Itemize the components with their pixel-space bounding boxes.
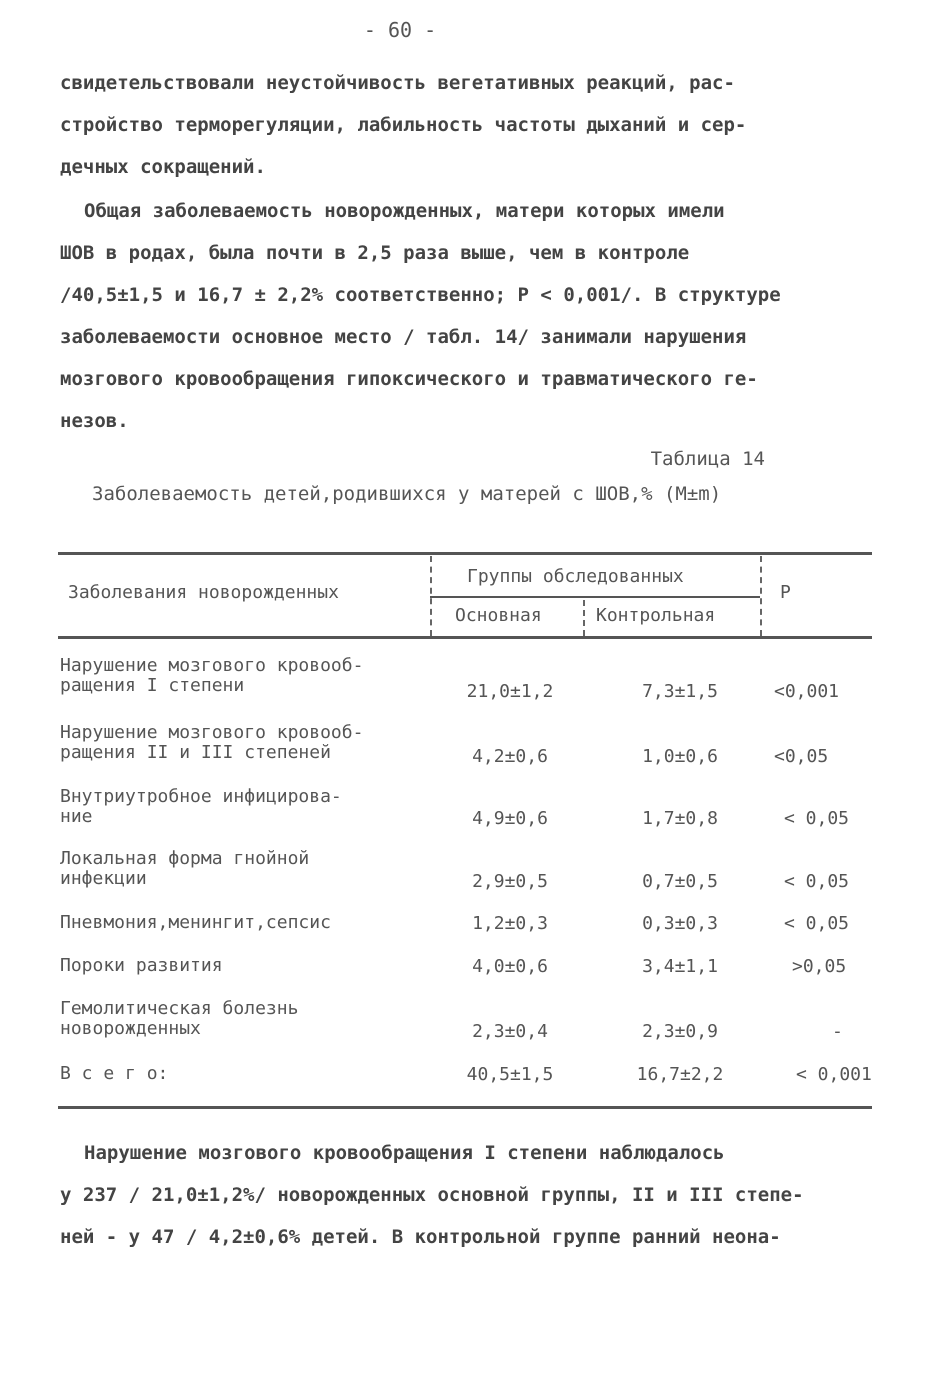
text-line: у 237 / 21,0±1,2%/ новорожденных основной группы, II и III степе- <box>60 1184 804 1206</box>
header-groups: Группы обследованных <box>467 566 684 587</box>
cell-main: 40,5±1,5 <box>466 1064 554 1085</box>
table-row-label: В с е г о: <box>60 1063 169 1084</box>
cell-control: 16,7±2,2 <box>636 1064 724 1085</box>
text-line: незов. <box>60 410 129 432</box>
cell-main: 4,2±0,6 <box>472 746 548 767</box>
table-row-label: Внутриутробное инфицирова- ние <box>60 786 342 827</box>
cell-main: 4,9±0,6 <box>472 808 548 829</box>
table-row-label: Пневмония,менингит,сепсис <box>60 912 331 933</box>
column-separator <box>760 556 762 636</box>
text-line: стройство терморегуляции, лабильность частоты дыханий и сер- <box>60 114 747 136</box>
paragraph-2 <box>60 190 870 442</box>
table-caption: Таблица 14 <box>650 448 765 470</box>
cell-control: 2,3±0,9 <box>642 1021 718 1042</box>
table-row-label: Пороки развития <box>60 955 223 976</box>
table-row-label: Локальная форма гнойной инфекции <box>60 848 310 889</box>
text-line: дечных сокращений. <box>60 156 266 178</box>
cell-control: 7,3±1,5 <box>642 681 718 702</box>
header-p: P <box>780 582 791 603</box>
table-top-rule <box>58 552 872 555</box>
text-line: свидетельствовали неустойчивость вегетативных реакций, рас- <box>60 72 735 94</box>
cell-control: 3,4±1,1 <box>642 956 718 977</box>
cell-control: 0,7±0,5 <box>642 871 718 892</box>
header-main: Основная <box>455 605 542 626</box>
cell-p: >0,05 <box>792 956 847 977</box>
table-row-label: Нарушение мозгового кровооб- ращения I степени <box>60 655 364 696</box>
text-line: мозгового кровообращения гипоксического и травматического ге- <box>60 368 758 390</box>
cell-p: < 0,05 <box>784 808 850 829</box>
column-separator <box>430 556 432 636</box>
text-line: /40,5±1,5 и 16,7 ± 2,2% соответственно; P < 0,001/. В структуре <box>60 284 781 306</box>
text-line: Общая заболеваемость новорожденных, матери которых имели <box>84 200 725 222</box>
header-bottom-rule <box>58 636 872 639</box>
cell-main: 4,0±0,6 <box>472 956 548 977</box>
table-row-label: Нарушение мозгового кровооб- ращения II и III степеней <box>60 722 364 763</box>
cell-control: 0,3±0,3 <box>642 913 718 934</box>
group-header-rule <box>430 596 760 598</box>
text-line: заболеваемости основное место / табл. 14/ занимали нарушения <box>60 326 747 348</box>
page-number: - 60 - <box>363 18 437 42</box>
cell-main: 2,3±0,4 <box>472 1021 548 1042</box>
cell-control: 1,0±0,6 <box>642 746 718 767</box>
cell-main: 2,9±0,5 <box>472 871 548 892</box>
text-line: ШОВ в родах, была почти в 2,5 раза выше, чем в контроле <box>60 242 690 264</box>
text-line: ней - у 47 / 4,2±0,6% детей. В контрольной группе ранний неона- <box>60 1226 781 1248</box>
cell-p: <0,001 <box>774 681 840 702</box>
table-title: Заболеваемость детей,родившихся у матерей с ШОВ,% (M±m) <box>92 483 722 505</box>
paragraph-1 <box>60 62 870 188</box>
table-row-label: Гемолитическая болезнь новорожденных <box>60 998 299 1039</box>
column-separator <box>583 600 585 636</box>
cell-p: - <box>832 1021 843 1042</box>
cell-p: < 0,05 <box>784 871 850 892</box>
cell-p: < 0,05 <box>784 913 850 934</box>
cell-p: <0,05 <box>774 746 829 767</box>
paragraph-3 <box>60 1132 870 1258</box>
header-disease: Заболевания новорожденных <box>68 582 339 603</box>
table-bottom-rule <box>58 1106 872 1109</box>
cell-main: 1,2±0,3 <box>472 913 548 934</box>
cell-control: 1,7±0,8 <box>642 808 718 829</box>
text-line: Нарушение мозгового кровообращения I степени наблюдалось <box>84 1142 725 1164</box>
header-control: Контрольная <box>596 605 716 626</box>
cell-main: 21,0±1,2 <box>466 681 554 702</box>
cell-p: < 0,001 <box>796 1064 872 1085</box>
